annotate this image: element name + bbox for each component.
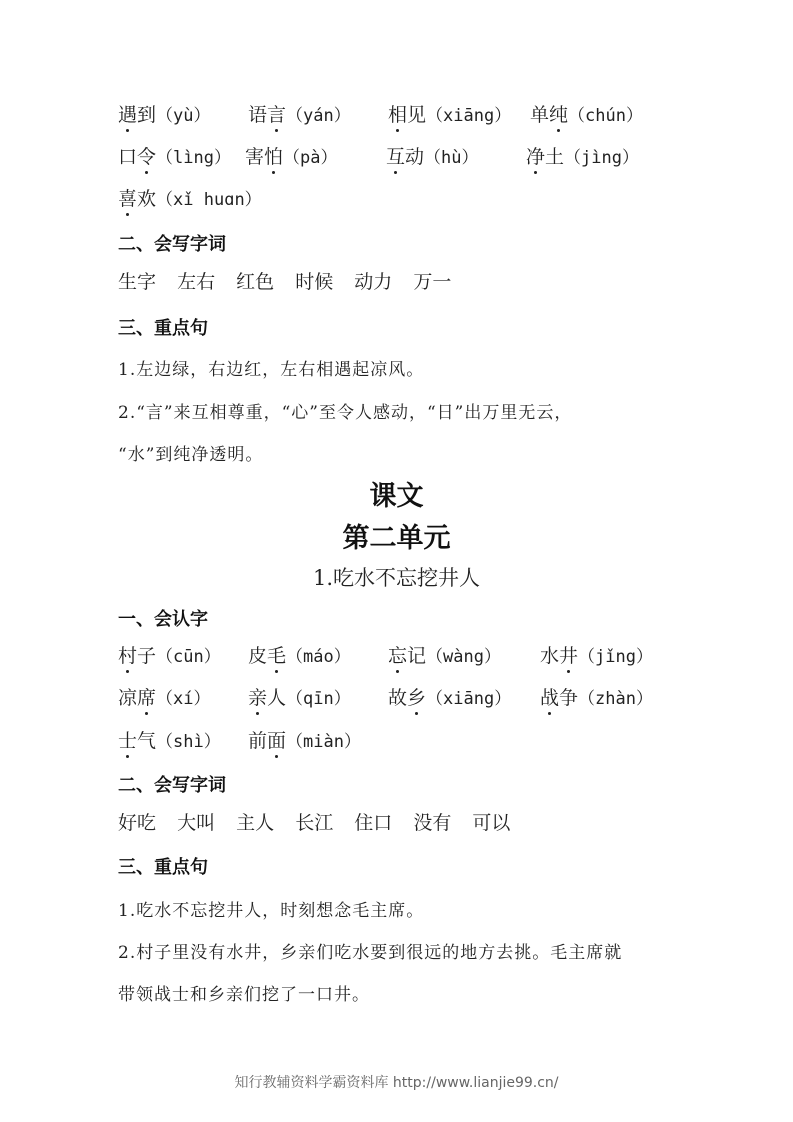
key-heading: 三、重点句: [118, 857, 208, 878]
prev-word-0-1: 语言（yán）: [248, 100, 351, 127]
prev-word-0-2: 相见（xiāng）: [388, 100, 511, 127]
write-word: 红色: [236, 271, 275, 293]
word-1-0: 凉席（xí）: [118, 683, 211, 710]
sentence-1: 1.吃水不忘挖井人，时刻想念毛主席。: [118, 901, 425, 921]
word-1-3: 战争（zhàn）: [540, 683, 653, 710]
prev-key-heading: 三、重点句: [118, 318, 208, 339]
write-word: 没有: [413, 812, 452, 834]
write-word: 可以: [472, 812, 511, 834]
lesson-title: 1.吃水不忘挖井人: [312, 566, 481, 590]
write-word: 时候: [295, 271, 334, 293]
write-word: 长江: [295, 812, 334, 834]
write-word: 左右: [177, 271, 216, 293]
write-word: 主人: [236, 812, 275, 834]
word-1-2: 故乡（xiāng）: [388, 683, 511, 710]
prev-sentence-2-line-2: “水”到纯净透明。: [118, 445, 264, 465]
section-title: 课文: [369, 481, 424, 512]
prev-write-words: [118, 267, 451, 294]
word-0-3: 水井（jǐng）: [540, 641, 653, 668]
prev-write-heading: 二、会写字词: [118, 234, 226, 255]
word-1-1: 亲人（qīn）: [248, 683, 351, 710]
prev-sentence-1: 1.左边绿，右边红，左右相遇起凉风。: [118, 360, 425, 380]
word-0-0: 村子（cūn）: [118, 641, 221, 668]
prev-word-0-3: 单纯（chún）: [530, 100, 643, 127]
prev-word-2-0: 喜欢（xǐ huɑn）: [118, 184, 262, 211]
write-word: 大叫: [177, 812, 216, 834]
sentence-2-line-2: 带领战士和乡亲们挖了一口井。: [118, 985, 370, 1005]
write-word: 好吃: [118, 812, 157, 834]
word-2-1: 前面（miàn）: [248, 726, 361, 753]
prev-word-1-3: 净土（jìng）: [526, 142, 639, 169]
unit-title: 第二单元: [342, 523, 451, 554]
prev-word-1-2: 互动（hù）: [386, 142, 479, 169]
write-words: [118, 808, 510, 835]
recognize-heading: 一、会认字: [118, 609, 208, 630]
write-word: 生字: [118, 271, 157, 293]
word-0-2: 忘记（wàng）: [388, 641, 501, 668]
word-0-1: 皮毛（máo）: [248, 641, 351, 668]
prev-word-0-0: 遇到（yù）: [118, 100, 211, 127]
write-heading: 二、会写字词: [118, 775, 226, 796]
prev-word-1-1: 害怕（pà）: [245, 142, 338, 169]
word-2-0: 士气（shì）: [118, 726, 221, 753]
write-word: 动力: [354, 271, 393, 293]
footer-watermark: 知行教辅资料学霸资料库 http://www.lianjie99.cn/: [234, 1075, 559, 1091]
write-word: 万一: [413, 271, 452, 293]
sentence-2-line-1: 2.村子里没有水井，乡亲们吃水要到很远的地方去挑。毛主席就: [118, 943, 623, 963]
write-word: 住口: [354, 812, 393, 834]
prev-word-1-0: 口令（lìng）: [118, 142, 231, 169]
prev-sentence-2-line-1: 2.“言”来互相尊重，“心”至令人感动，“日”出万里无云，: [118, 403, 573, 423]
